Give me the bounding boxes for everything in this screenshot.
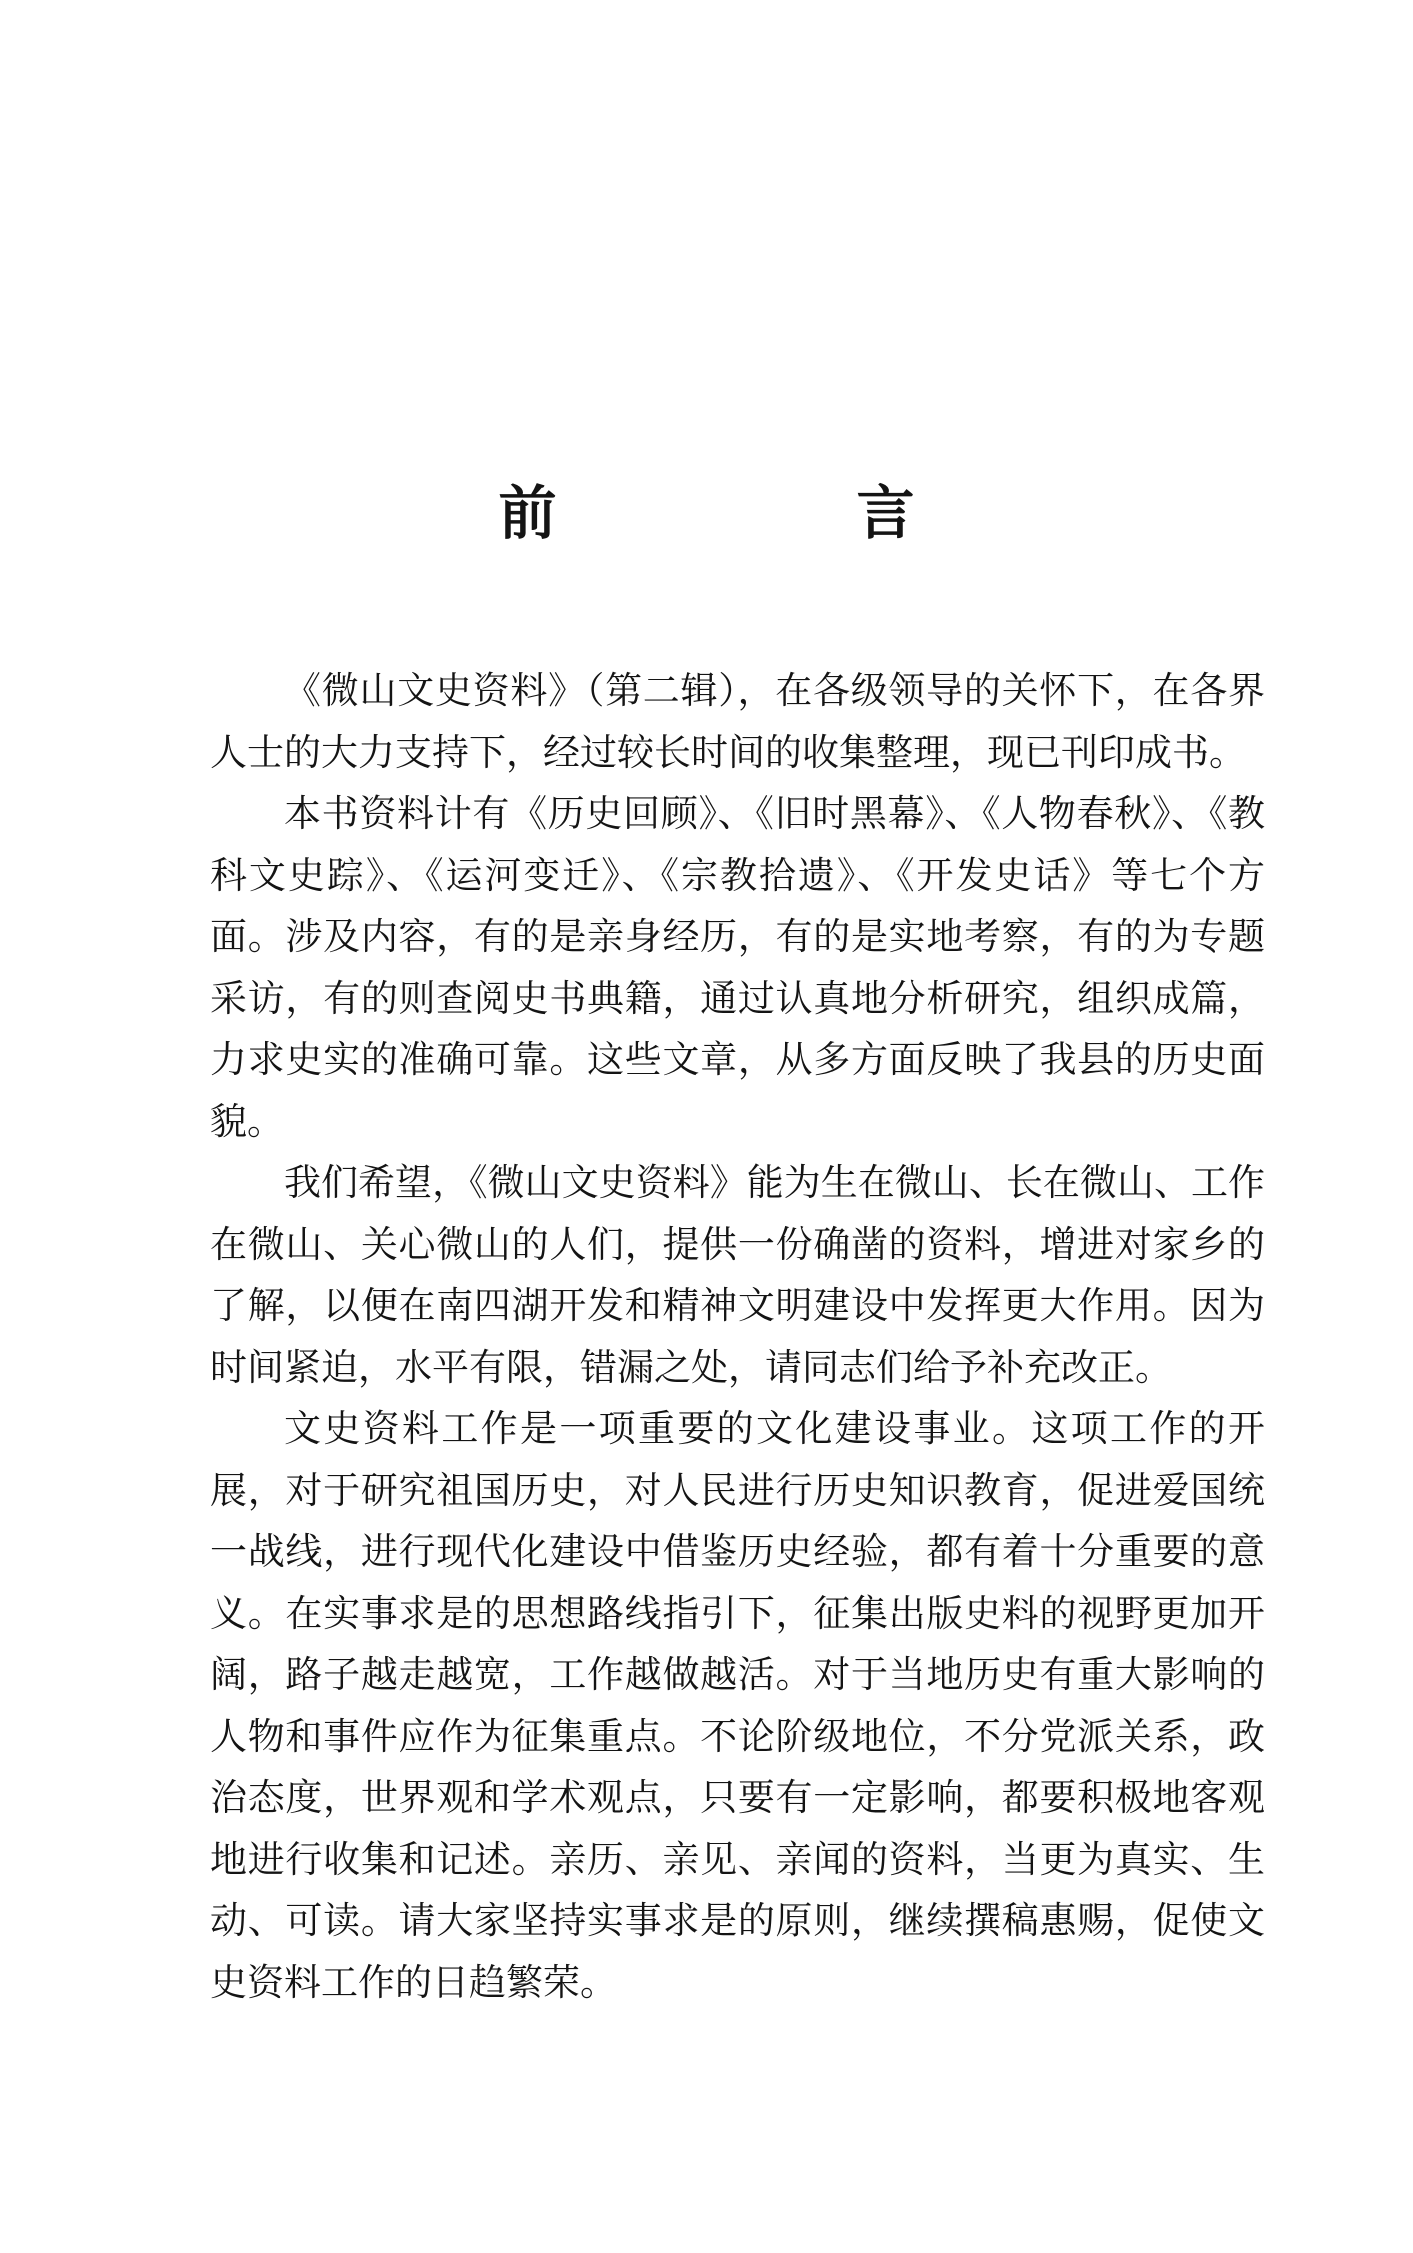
title-char-1: 前 [498, 479, 557, 547]
paragraph-1: 《微山文史资料》（第二辑），在各级领导的关怀下，在各界人士的大力支持下，经过较长时间的收集整理，现已刊印成书。 [210, 669, 1265, 774]
paragraph-2: 本书资料计有《历史回顾》、《旧时黑幕》、《人物春秋》、《教科文史踪》、《运河变迁》、《宗教拾遗》、《开发史话》等七个方面。涉及内容，有的是亲身经历，有的是实地考察，有的为专题采访，有的则查阅史书典籍，通过认真地分析研究，组织成篇，力求史实的准确可靠。这些文章，从多方面反映了我县的历史面貌。 [210, 792, 1265, 1143]
title-char-2: 言 [856, 479, 915, 547]
page-title [0, 468, 1413, 558]
preface-body [210, 660, 1265, 2013]
paragraph-4: 文史资料工作是一项重要的文化建设事业。这项工作的开展，对于研究祖国历史，对人民进行历史知识教育，促进爱国统一战线，进行现代化建设中借鉴历史经验，都有着十分重要的意义。在实事求是的思想路线指引下，征集出版史料的视野更加开阔，路子越走越宽，工作越做越活。对于当地历史有重大影响的人物和事件应作为征集重点。不论阶级地位，不分党派关系，政治态度，世界观和学术观点，只要有一定影响，都要积极地客观地进行收集和记述。亲历、亲见、亲闻的资料，当更为真实、生动、可读。请大家坚持实事求是的原则，继续撰稿惠赐，促使文史资料工作的日趋繁荣。 [210, 1407, 1265, 2004]
paragraph-3: 我们希望，《微山文史资料》能为生在微山、长在微山、工作在微山、关心微山的人们，提供一份确凿的资料，增进对家乡的了解，以便在南四湖开发和精神文明建设中发挥更大作用。因为时间紧迫，水平有限，错漏之处，请同志们给予补充改正。 [210, 1161, 1265, 1389]
